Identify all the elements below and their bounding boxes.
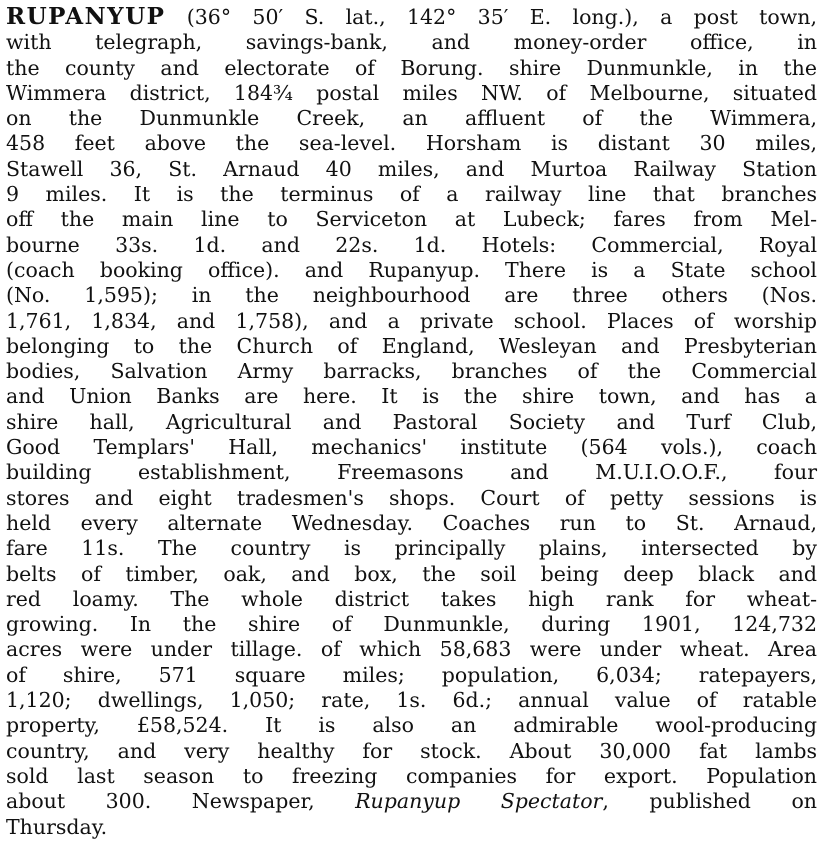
entry-line-19: building establishment, Freemasons and M.U.I.O.O.F., four — [6, 460, 817, 485]
entry-line-28: 1,120; dwellings, 1,050; rate, 1s. 6d.; annual value of ratable — [6, 688, 817, 713]
entry-line-6: 458 feet above the sea-level. Horsham is distant 30 miles, — [6, 131, 817, 156]
entry-line-14: belonging to the Church of England, Wesleyan and Presbyterian — [6, 333, 817, 358]
entry-line-27: of shire, 571 square miles; population, 6,034; ratepayers, — [6, 662, 817, 687]
entry-line-2: with telegraph, savings-bank, and money-order office, in — [6, 30, 817, 55]
entry-line-30: country, and very healthy for stock. About 30,000 fat lambs — [6, 738, 817, 763]
entry-line-15: bodies, Salvation Army barracks, branches of the Commercial — [6, 359, 817, 384]
entry-line-11: (coach booking office). and Rupanyup. There is a State school — [6, 257, 817, 282]
entry-line-33: Thursday. — [6, 814, 108, 839]
entry-coordinates-text: (36° 50′ S. lat., 142° 35′ E. long.), a post town, — [186, 5, 817, 29]
entry-line-3: the county and electorate of Borung. shire Dunmunkle, in the — [6, 55, 817, 80]
entry-line-25: growing. In the shire of Dunmunkle, during 1901, 124,732 — [6, 612, 817, 637]
entry-line-9: off the main line to Serviceton at Lubeck; fares from Mel- — [6, 207, 817, 232]
entry-line-17: shire hall, Agricultural and Pastoral Society and Turf Club, — [6, 409, 817, 434]
entry-line-18: Good Templars' Hall, mechanics' institute (564 vols.), coach — [6, 435, 817, 460]
entry-line-13: 1,761, 1,834, and 1,758), and a private school. Places of worship — [6, 308, 817, 333]
entry-line-1 — [6, 4, 817, 30]
entry-line-23: belts of timber, oak, and box, the soil being deep black and — [6, 561, 817, 586]
entry-line-31: sold last season to freezing companies for export. Population — [6, 763, 817, 788]
entry-line-32 — [6, 789, 817, 814]
entry-line-29: property, £58,524. It is also an admirable wool-producing — [6, 713, 817, 738]
entry-headword: RUPANYUP — [6, 3, 166, 30]
published-on-text: , published on — [602, 789, 817, 814]
entry-line-24: red loamy. The whole district takes high rank for wheat- — [6, 586, 817, 611]
entry-line-10: bourne 33s. 1d. and 22s. 1d. Hotels: Commercial, Royal — [6, 232, 817, 257]
entry-line-4: Wimmera district, 184¾ postal miles NW. of Melbourne, situated — [6, 80, 817, 105]
entry-line-16: and Union Banks are here. It is the shire town, and has a — [6, 384, 817, 409]
entry-line-21: held every alternate Wednesday. Coaches run to St. Arnaud, — [6, 510, 817, 535]
entry-line-5: on the Dunmunkle Creek, an affluent of the Wimmera, — [6, 106, 817, 131]
newspaper-title: Rupanyup Spectator — [355, 789, 603, 814]
entry-line-20: stores and eight tradesmen's shops. Court of petty sessions is — [6, 485, 817, 510]
entry-line-22: fare 11s. The country is principally plains, intersected by — [6, 536, 817, 561]
entry-line-12: (No. 1,595); in the neighbourhood are three others (Nos. — [6, 283, 817, 308]
entry-line-8: 9 miles. It is the terminus of a railway line that branches — [6, 182, 817, 207]
entry-line-7: Stawell 36, St. Arnaud 40 miles, and Murtoa Railway Station — [6, 156, 817, 181]
entry-line-26: acres were under tillage. of which 58,683 were under wheat. Area — [6, 637, 817, 662]
population-newspaper-text: about 300. Newspaper, — [6, 789, 315, 814]
